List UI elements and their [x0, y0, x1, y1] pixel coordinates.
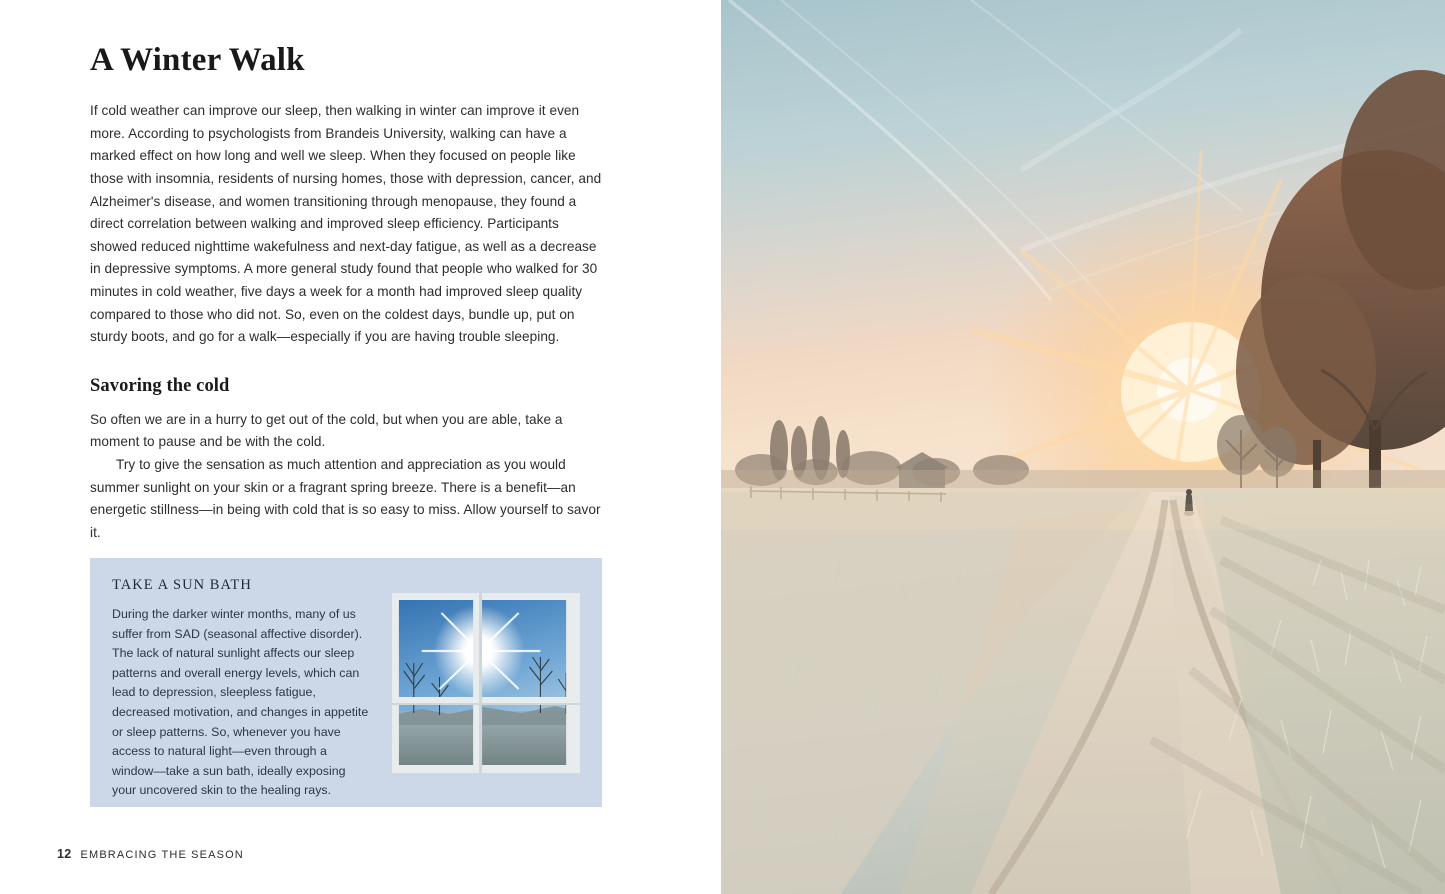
callout-body: During the darker winter months, many of us suffer from SAD (seasonal affective disorder). The lack of natural sunlight affects our sleep patterns and overall energy levels, which can lead to depression, sleepless fatigue, decreased motivation, and changes in appetite or sleep patterns. So, whenever you have access to natural light—even through a window—take a sun bath, ideally exposing your uncovered skin to the healing rays. — [112, 607, 369, 798]
page-number: 12 — [57, 847, 72, 861]
body-paragraph — [90, 454, 602, 544]
running-head: EMBRACING THE SEASON — [80, 849, 244, 861]
right-page — [721, 0, 1445, 894]
body-paragraph: If cold weather can improve our sleep, then walking in winter can improve it even more. According to psychologists from Brandeis University, walking can have a marked effect on how long and well we sleep. When they focused on people like those with insomnia, residents of nursing homes, those with depression, cancer, and Alzheimer's disease, and women transitioning through menopause, they found a direct correlation between walking and improved sleep efficiency. Participants showed reduced nighttime wakefulness and next-day fatigue, as well as a decrease in depressive symptoms. A more general study found that people who walked for 30 minutes in cold weather, five days a week for a month had improved sleep quality compared to those who did not. So, even on the coldest days, bundle up, put on sturdy boots, and go for a walk—especially if you are having trouble sleeping. — [90, 103, 602, 345]
folio — [57, 847, 244, 861]
callout-box — [90, 558, 602, 807]
sunlight-through-window-photo — [392, 593, 580, 773]
frosty-field-sunrise-path-photo — [721, 0, 1445, 894]
callout-title: TAKE A SUN BATH — [112, 577, 252, 593]
page-title: A Winter Walk — [90, 42, 305, 78]
callout-text-column — [112, 577, 370, 798]
section-subheading: Savoring the cold — [90, 375, 230, 396]
text-column — [90, 42, 602, 544]
body-paragraph: So often we are in a hurry to get out of the cold, but when you are able, take a moment to pause and be with the cold. — [90, 411, 563, 450]
left-page — [0, 0, 721, 894]
body-paragraph-text: Try to give the sensation as much attention and appreciation as you would summer sunlight on your skin or a fragrant spring breeze. There is a benefit—an energetic stillness—in being with cold that is so easy to miss. Allow yourself to savor it. — [90, 457, 601, 540]
callout-image — [392, 593, 580, 773]
